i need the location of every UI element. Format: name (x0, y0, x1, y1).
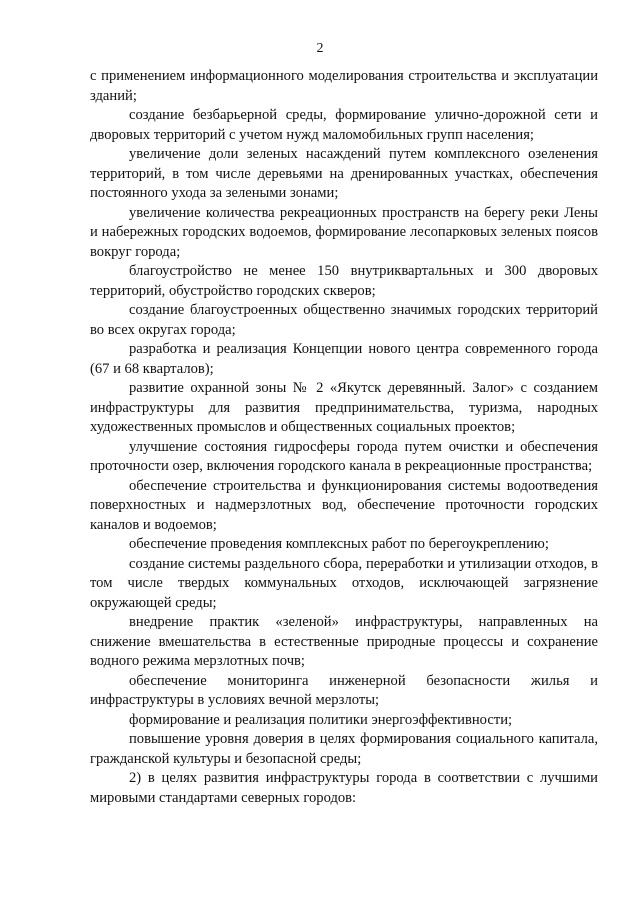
page-number: 2 (316, 41, 324, 56)
paragraph: создание безбарьерной среды, формирование улично-дорожной сети и дворовых территорий с учетом нужд маломобильных групп населения; (90, 107, 598, 143)
paragraph: 2) в целях развития инфраструктуры города в соответствии с лучшими мировыми стандартами северных городов: (90, 770, 598, 806)
paragraph: обеспечение мониторинга инженерной безопасности жилья и инфраструктуры в условиях вечной мерзлоты; (90, 672, 598, 708)
paragraph: обеспечение проведения комплексных работ по берегоукреплению; (129, 536, 549, 552)
paragraph: создание системы раздельного сбора, переработки и утилизации отходов, в том числе твердых коммунальных отходов, исключающей загрязнение окружающей среды; (90, 555, 598, 611)
paragraph: повышение уровня доверия в целях формирования социального капитала, гражданской культуры и безопасной среды; (90, 731, 598, 767)
paragraph: разработка и реализация Концепции нового центра современного города (67 и 68 кварталов); (90, 341, 598, 377)
paragraph: создание благоустроенных общественно значимых городских территорий во всех округах города; (90, 302, 598, 338)
paragraph: формирование и реализация политики энергоэффективности; (129, 711, 513, 728)
paragraph: обеспечение строительства и функционирования системы водоотведения поверхностных и надмерзлотных вод, обеспечение проточности городских каналов и водоемов; (90, 477, 598, 533)
paragraph: развитие охранной зоны № 2 «Якутск деревянный. Залог» с созданием инфраструктуры для развития предпринимательства, туризма, народных художественных промыслов и общественных социальных проектов; (90, 380, 598, 435)
paragraph: внедрение практик «зеленой» инфраструктуры, направленных на снижение вмешательства в естественные природные процессы и сохранение водного режима мерзлотных почв; (90, 614, 598, 669)
document-body (90, 67, 598, 808)
paragraph: увеличение количества рекреационных пространств на берегу реки Лены и набережных городских водоемов, формирование лесопарковых зеленых поясов вокруг города; (90, 204, 598, 260)
paragraph: благоустройство не менее 150 внутриквартальных и 300 дворовых территорий, обустройство городских скверов; (90, 263, 598, 299)
paragraph: улучшение состояния гидросферы города путем очистки и обеспечения проточности озер, включения городского канала в рекреационные пространства; (90, 438, 598, 474)
paragraph: с применением информационного моделирования строительства и эксплуатации зданий; (90, 68, 598, 104)
paragraph: увеличение доли зеленых насаждений путем комплексного озеленения территорий, в том числе деревьями на дренированных участках, обеспечения постоянного ухода за зелеными зонами; (90, 146, 598, 201)
